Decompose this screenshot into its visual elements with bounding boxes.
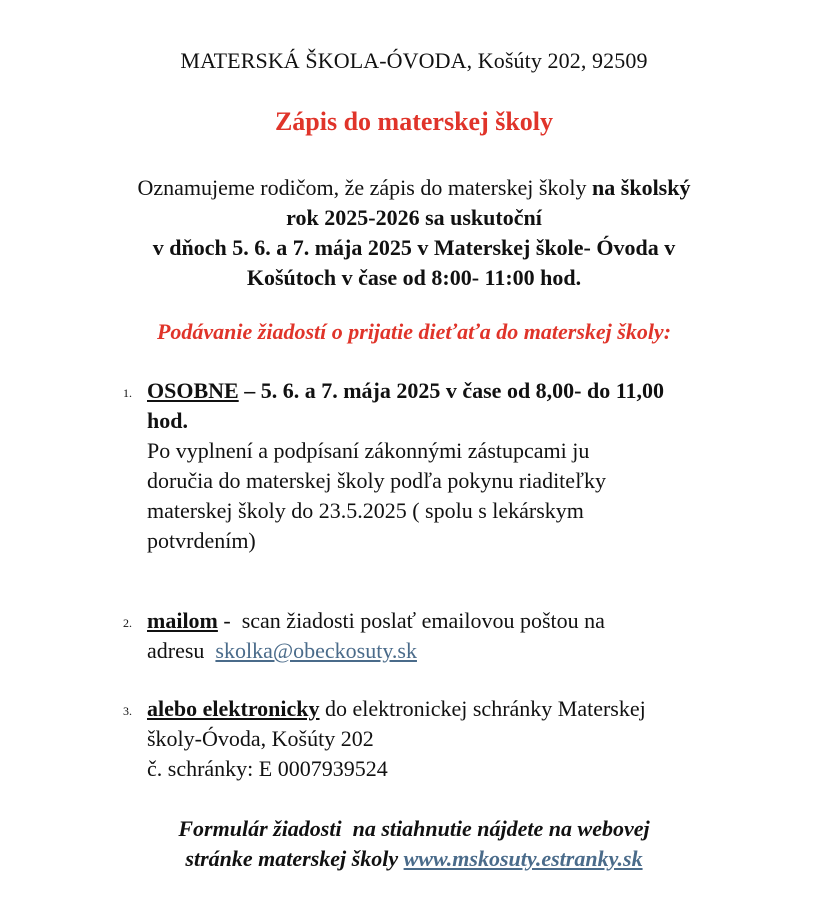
list-item-address-line bbox=[147, 636, 763, 666]
intro-line-4 bbox=[60, 263, 768, 293]
list-item-mailom bbox=[123, 606, 763, 666]
list-item-body bbox=[147, 376, 763, 556]
list-item-text-line: Po vyplnení a podpísaní zákonnými zástupcami ju bbox=[147, 438, 590, 463]
footer-line-2 bbox=[0, 844, 828, 874]
list-item-text-line: č. schránky: E 0007939524 bbox=[147, 756, 388, 781]
list-item-text-line: potvrdením) bbox=[147, 528, 256, 553]
intro-line-2 bbox=[60, 203, 768, 233]
list-item-text: do elektronickej schránky Materskej bbox=[319, 696, 646, 721]
list-number: 2. bbox=[123, 616, 132, 630]
list-number: 1. bbox=[123, 386, 132, 400]
list-item-lead-tail: – 5. 6. a 7. mája 2025 v čase od 8,00- do 11,00 bbox=[238, 378, 665, 403]
section-subheading: Podávanie žiadostí o prijatie dieťaťa do materskej školy: bbox=[156, 319, 672, 344]
list-item-lead-line bbox=[147, 606, 763, 636]
list-item-text-line: materskej školy do 23.5.2025 ( spolu s lekárskym bbox=[147, 498, 584, 523]
intro-line-1 bbox=[60, 173, 768, 203]
institution-header: MATERSKÁ ŠKOLA-ÓVODA, Košúty 202, 92509 bbox=[180, 48, 648, 73]
footer-line-1: Formulár žiadosti na stiahnutie nájdete na webovej bbox=[178, 816, 650, 841]
intro-line-3 bbox=[60, 233, 768, 263]
intro-line-1-bold: na školský bbox=[592, 175, 691, 200]
list-item-lead-line bbox=[147, 694, 763, 724]
website-link[interactable]: www.mskosuty.estranky.sk bbox=[403, 846, 643, 871]
list-item-lead-line bbox=[147, 376, 763, 406]
intro-line-3-text: v dňoch 5. 6. a 7. mája 2025 v Materskej škole- Óvoda v bbox=[152, 235, 676, 260]
intro-line-2-text: rok 2025-2026 sa uskutoční bbox=[286, 205, 542, 230]
list-item-lead: alebo elektronicky bbox=[147, 696, 320, 721]
list-item-body bbox=[147, 694, 763, 784]
list-item-body bbox=[147, 606, 763, 666]
footer-note bbox=[0, 814, 828, 874]
footer-line-2-text: stránke materskej školy bbox=[185, 846, 404, 871]
list-item-lead: OSOBNE bbox=[147, 378, 239, 403]
list-item-text-line: školy-Óvoda, Košúty 202 bbox=[147, 726, 374, 751]
email-link[interactable]: skolka@obeckosuty.sk bbox=[215, 638, 417, 663]
list-number: 3. bbox=[123, 704, 132, 718]
page-title: Zápis do materskej školy bbox=[274, 107, 554, 136]
list-item-text: - scan žiadosti poslať emailovou poštou na bbox=[217, 608, 605, 633]
list-item-lead-line-2: hod. bbox=[147, 408, 188, 433]
list-item-elektronicky bbox=[123, 694, 763, 784]
intro-line-4-text: Košútoch v čase od 8:00- 11:00 hod. bbox=[246, 265, 582, 290]
list-item-lead: mailom bbox=[147, 608, 218, 633]
list-item-osobne bbox=[123, 376, 763, 556]
address-label: adresu bbox=[147, 638, 216, 663]
intro-line-1-plain: Oznamujeme rodičom, že zápis do materskej školy bbox=[137, 175, 593, 200]
list-item-text-line: doručia do materskej školy podľa pokynu riaditeľky bbox=[147, 468, 606, 493]
intro-paragraph bbox=[60, 173, 768, 293]
